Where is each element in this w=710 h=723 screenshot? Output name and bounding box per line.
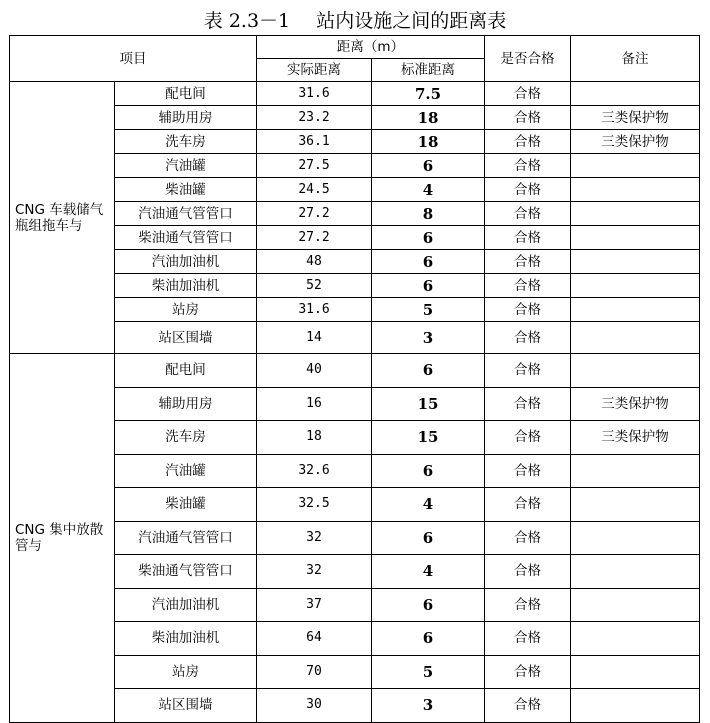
standard-distance-cell: 6 bbox=[372, 521, 485, 555]
facility-cell: 汽油加油机 bbox=[115, 250, 257, 274]
remark-cell bbox=[571, 588, 700, 622]
remark-cell: 三类保护物 bbox=[571, 387, 700, 421]
table-title: 站内设施之间的距离表 bbox=[316, 10, 507, 32]
actual-distance-cell: 23.2 bbox=[257, 106, 372, 130]
remark-cell bbox=[571, 298, 700, 322]
facility-cell: 柴油加油机 bbox=[115, 274, 257, 298]
facility-cell: 辅助用房 bbox=[115, 106, 257, 130]
remark-cell bbox=[571, 488, 700, 522]
qualified-cell: 合格 bbox=[485, 274, 571, 298]
facility-cell: 配电间 bbox=[115, 354, 257, 388]
standard-distance-cell: 7.5 bbox=[372, 82, 485, 106]
actual-distance-cell: 52 bbox=[257, 274, 372, 298]
remark-cell bbox=[571, 555, 700, 589]
actual-distance-cell: 27.2 bbox=[257, 202, 372, 226]
facility-cell: 配电间 bbox=[115, 82, 257, 106]
facility-cell: 柴油罐 bbox=[115, 178, 257, 202]
facility-cell: 汽油罐 bbox=[115, 454, 257, 488]
table-caption bbox=[0, 6, 710, 33]
qualified-cell: 合格 bbox=[485, 178, 571, 202]
qualified-cell: 合格 bbox=[485, 421, 571, 455]
facility-cell: 柴油通气管管口 bbox=[115, 226, 257, 250]
remark-cell: 三类保护物 bbox=[571, 106, 700, 130]
table-row bbox=[10, 354, 700, 388]
actual-distance-cell: 32.6 bbox=[257, 454, 372, 488]
actual-distance-cell: 32.5 bbox=[257, 488, 372, 522]
facility-cell: 洗车房 bbox=[115, 130, 257, 154]
remark-cell bbox=[571, 689, 700, 723]
remark-cell bbox=[571, 226, 700, 250]
qualified-cell: 合格 bbox=[485, 488, 571, 522]
actual-distance-cell: 27.5 bbox=[257, 154, 372, 178]
remark-cell bbox=[571, 202, 700, 226]
header-qualified: 是否合格 bbox=[485, 36, 571, 82]
qualified-cell: 合格 bbox=[485, 250, 571, 274]
actual-distance-cell: 16 bbox=[257, 387, 372, 421]
actual-distance-cell: 31.6 bbox=[257, 82, 372, 106]
standard-distance-cell: 4 bbox=[372, 178, 485, 202]
qualified-cell: 合格 bbox=[485, 82, 571, 106]
qualified-cell: 合格 bbox=[485, 622, 571, 656]
standard-distance-cell: 3 bbox=[372, 322, 485, 354]
facility-cell: 汽油通气管管口 bbox=[115, 202, 257, 226]
header-remark: 备注 bbox=[571, 36, 700, 82]
remark-cell bbox=[571, 250, 700, 274]
table-number: 表 2.3－1 bbox=[203, 10, 291, 32]
group-label: CNG 集中放散管与 bbox=[10, 354, 115, 723]
standard-distance-cell: 6 bbox=[372, 274, 485, 298]
remark-cell: 三类保护物 bbox=[571, 421, 700, 455]
standard-distance-cell: 6 bbox=[372, 250, 485, 274]
facility-cell: 汽油通气管管口 bbox=[115, 521, 257, 555]
facility-cell: 汽油罐 bbox=[115, 154, 257, 178]
facility-cell: 站房 bbox=[115, 298, 257, 322]
actual-distance-cell: 31.6 bbox=[257, 298, 372, 322]
qualified-cell: 合格 bbox=[485, 154, 571, 178]
qualified-cell: 合格 bbox=[485, 130, 571, 154]
qualified-cell: 合格 bbox=[485, 689, 571, 723]
facility-cell: 柴油通气管管口 bbox=[115, 555, 257, 589]
remark-cell bbox=[571, 274, 700, 298]
remark-cell bbox=[571, 178, 700, 202]
standard-distance-cell: 6 bbox=[372, 226, 485, 250]
standard-distance-cell: 5 bbox=[372, 298, 485, 322]
qualified-cell: 合格 bbox=[485, 106, 571, 130]
actual-distance-cell: 24.5 bbox=[257, 178, 372, 202]
actual-distance-cell: 48 bbox=[257, 250, 372, 274]
actual-distance-cell: 40 bbox=[257, 354, 372, 388]
standard-distance-cell: 6 bbox=[372, 454, 485, 488]
facility-cell: 柴油加油机 bbox=[115, 622, 257, 656]
qualified-cell: 合格 bbox=[485, 298, 571, 322]
qualified-cell: 合格 bbox=[485, 555, 571, 589]
qualified-cell: 合格 bbox=[485, 588, 571, 622]
actual-distance-cell: 27.2 bbox=[257, 226, 372, 250]
actual-distance-cell: 30 bbox=[257, 689, 372, 723]
qualified-cell: 合格 bbox=[485, 521, 571, 555]
actual-distance-cell: 14 bbox=[257, 322, 372, 354]
qualified-cell: 合格 bbox=[485, 454, 571, 488]
standard-distance-cell: 3 bbox=[372, 689, 485, 723]
standard-distance-cell: 6 bbox=[372, 154, 485, 178]
remark-cell bbox=[571, 622, 700, 656]
qualified-cell: 合格 bbox=[485, 202, 571, 226]
standard-distance-cell: 6 bbox=[372, 588, 485, 622]
remark-cell bbox=[571, 521, 700, 555]
facility-cell: 柴油罐 bbox=[115, 488, 257, 522]
remark-cell bbox=[571, 154, 700, 178]
qualified-cell: 合格 bbox=[485, 354, 571, 388]
standard-distance-cell: 5 bbox=[372, 655, 485, 689]
standard-distance-cell: 18 bbox=[372, 130, 485, 154]
facility-cell: 辅助用房 bbox=[115, 387, 257, 421]
group-label: CNG 车载储气瓶组拖车与 bbox=[10, 82, 115, 354]
standard-distance-cell: 15 bbox=[372, 387, 485, 421]
standard-distance-cell: 6 bbox=[372, 354, 485, 388]
remark-cell bbox=[571, 322, 700, 354]
standard-distance-cell: 4 bbox=[372, 555, 485, 589]
remark-cell bbox=[571, 354, 700, 388]
standard-distance-cell: 18 bbox=[372, 106, 485, 130]
facility-cell: 站区围墙 bbox=[115, 689, 257, 723]
header-actual: 实际距离 bbox=[257, 59, 372, 82]
actual-distance-cell: 36.1 bbox=[257, 130, 372, 154]
remark-cell bbox=[571, 454, 700, 488]
facility-cell: 汽油加油机 bbox=[115, 588, 257, 622]
facility-cell: 站房 bbox=[115, 655, 257, 689]
standard-distance-cell: 15 bbox=[372, 421, 485, 455]
actual-distance-cell: 70 bbox=[257, 655, 372, 689]
facility-cell: 洗车房 bbox=[115, 421, 257, 455]
qualified-cell: 合格 bbox=[485, 322, 571, 354]
table-row bbox=[10, 82, 700, 106]
actual-distance-cell: 64 bbox=[257, 622, 372, 656]
header-standard: 标准距离 bbox=[372, 59, 485, 82]
actual-distance-cell: 37 bbox=[257, 588, 372, 622]
actual-distance-cell: 18 bbox=[257, 421, 372, 455]
qualified-cell: 合格 bbox=[485, 387, 571, 421]
actual-distance-cell: 32 bbox=[257, 555, 372, 589]
header-distance: 距离（m） bbox=[257, 36, 485, 59]
standard-distance-cell: 8 bbox=[372, 202, 485, 226]
qualified-cell: 合格 bbox=[485, 655, 571, 689]
standard-distance-cell: 6 bbox=[372, 622, 485, 656]
remark-cell: 三类保护物 bbox=[571, 130, 700, 154]
actual-distance-cell: 32 bbox=[257, 521, 372, 555]
remark-cell bbox=[571, 82, 700, 106]
remark-cell bbox=[571, 655, 700, 689]
facility-cell: 站区围墙 bbox=[115, 322, 257, 354]
header-item: 项目 bbox=[10, 36, 257, 82]
standard-distance-cell: 4 bbox=[372, 488, 485, 522]
qualified-cell: 合格 bbox=[485, 226, 571, 250]
distance-table bbox=[9, 35, 700, 723]
